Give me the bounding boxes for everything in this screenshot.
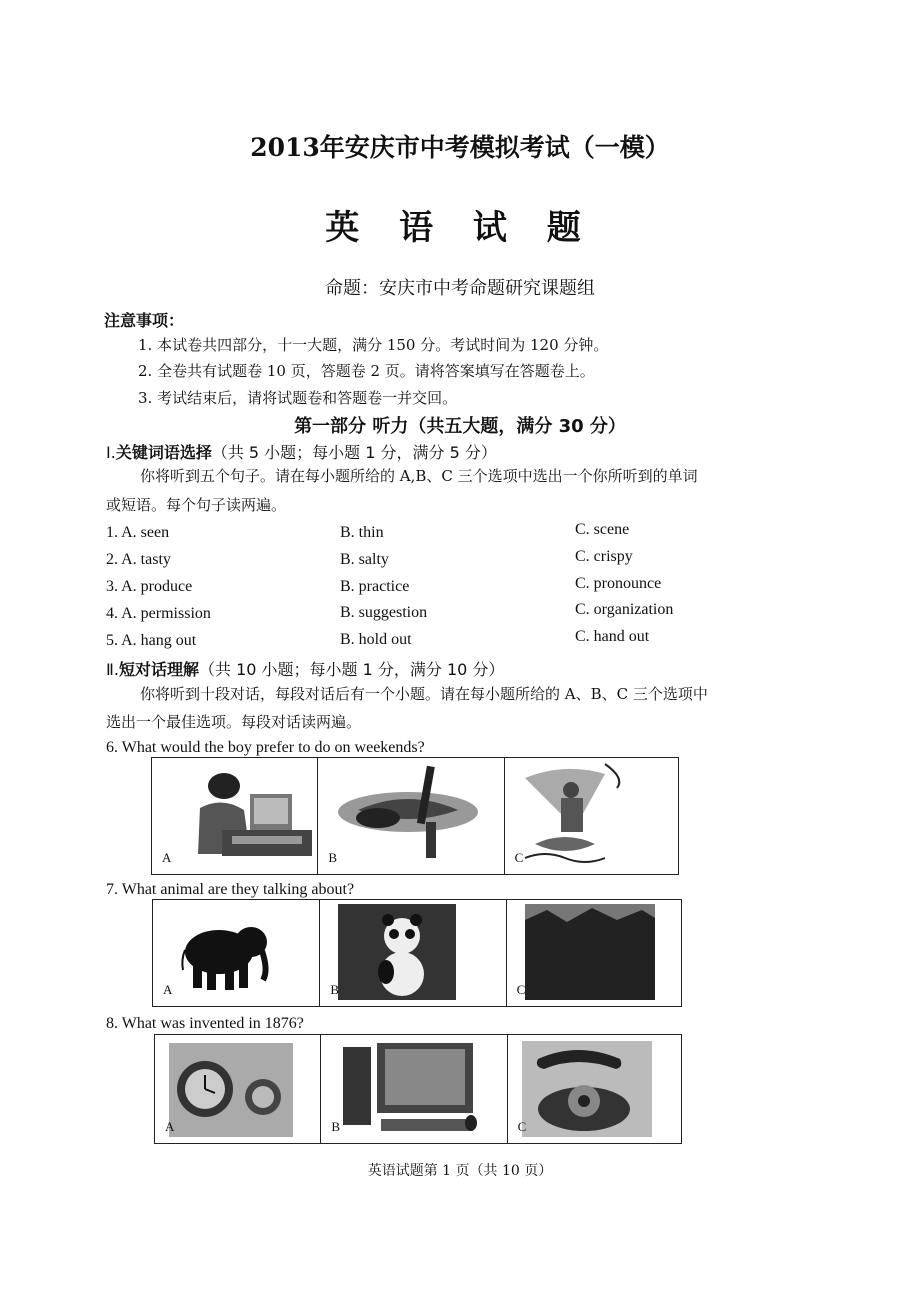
q8-picture-a[interactable]	[155, 1035, 321, 1143]
section2-title: 短对话理解	[118, 660, 199, 679]
notice-item-3: 3. 考试结束后，请将试题卷和答题卷一并交回。	[138, 389, 458, 407]
q6-picture-a[interactable]	[152, 758, 318, 874]
section1-numeral: Ⅰ.	[106, 443, 116, 462]
telephone-icon	[508, 1035, 681, 1143]
subject-title: 英 语 试 题	[325, 208, 595, 248]
q7-picture-c[interactable]	[507, 900, 681, 1006]
q5-option-c: C. hand out	[575, 628, 650, 645]
section1-instruction-2: 或短语。每个句子读两遍。	[106, 496, 287, 514]
q1-option-a: 1. A. seen	[106, 524, 170, 541]
question-8: 8. What was invented in 1876?	[106, 1015, 304, 1032]
q2-option-c: C. crispy	[575, 548, 633, 565]
notice-heading: 注意事项：	[104, 311, 185, 330]
q4-option-a: 4. A. permission	[106, 605, 211, 622]
section2-instruction-2: 选出一个最佳选项。每段对话读两遍。	[106, 713, 362, 731]
q7-pictures	[152, 899, 682, 1007]
computer-icon	[321, 1035, 507, 1143]
alarm-clock-icon	[155, 1035, 321, 1143]
section1-title: 关键词语选择	[115, 443, 212, 462]
exam-title: 2013年安庆市中考模拟考试（一模）	[250, 133, 670, 162]
q3-option-b: B. practice	[340, 578, 410, 595]
dark-scene-icon	[507, 900, 681, 1006]
q4-option-c: C. organization	[575, 601, 674, 618]
elephant-icon	[153, 900, 320, 1006]
section2-heading	[106, 657, 504, 680]
q6-label-c: C	[514, 850, 524, 865]
q5-option-a: 5. A. hang out	[106, 632, 197, 649]
q6-picture-b[interactable]	[318, 758, 504, 874]
section1-instruction-1: 你将听到五个句子。请在每小题所给的 A,B、C 三个选项中选出一个你所听到的单词	[140, 467, 698, 485]
q6-pictures	[151, 757, 679, 875]
q8-label-a: A	[165, 1119, 175, 1134]
fisherman-icon	[505, 758, 678, 874]
part1-title: 第一部分 听力（共五大题，满分 30 分）	[294, 416, 626, 437]
q6-label-b: B	[328, 850, 338, 865]
q3-option-c: C. pronounce	[575, 575, 662, 592]
q7-picture-a[interactable]	[153, 900, 320, 1006]
page-footer: 英语试题第 1 页（共 10 页）	[367, 1163, 553, 1179]
q6-picture-c[interactable]	[505, 758, 678, 874]
section2-numeral: Ⅱ.	[106, 660, 119, 679]
author-line: 命题：安庆市中考命题研究课题组	[325, 278, 595, 299]
section1-heading	[106, 440, 497, 463]
section1-meta: （共 5 小题；每小题 1 分，满分 5 分）	[211, 443, 497, 462]
section2-instruction-1: 你将听到十段对话，每段对话后有一个小题。请在每小题所给的 A、B、C 三个选项中	[140, 685, 708, 703]
q8-pictures	[154, 1034, 682, 1144]
notice-item-1: 1. 本试卷共四部分，十一大题，满分 150 分。考试时间为 120 分钟。	[138, 336, 609, 354]
q3-option-a: 3. A. produce	[106, 578, 193, 595]
question-6: 6. What would the boy prefer to do on weekends?	[106, 739, 425, 756]
q1-option-b: B. thin	[340, 524, 384, 541]
section2-meta: （共 10 小题；每小题 1 分，满分 10 分）	[198, 660, 505, 679]
q2-option-a: 2. A. tasty	[106, 551, 171, 568]
q5-option-b: B. hold out	[340, 631, 412, 648]
q7-label-b: B	[330, 982, 340, 997]
q7-label-a: A	[163, 982, 173, 997]
notice-item-2: 2. 全卷共有试题卷 10 页，答题卷 2 页。请将答案填写在答题卷上。	[138, 362, 595, 380]
girl-at-computer-icon	[152, 758, 318, 874]
q8-label-b: B	[331, 1119, 341, 1134]
q2-option-b: B. salty	[340, 551, 389, 568]
q1-option-c: C. scene	[575, 521, 630, 538]
q6-label-a: A	[162, 850, 172, 865]
q7-picture-b[interactable]	[320, 900, 506, 1006]
diving-swimmer-icon	[318, 758, 504, 874]
q8-picture-b[interactable]	[321, 1035, 507, 1143]
q4-option-b: B. suggestion	[340, 604, 428, 621]
q8-label-c: C	[517, 1119, 527, 1134]
question-7: 7. What animal are they talking about?	[106, 881, 355, 898]
q7-label-c: C	[516, 982, 526, 997]
q8-picture-c[interactable]	[508, 1035, 681, 1143]
panda-icon	[320, 900, 506, 1006]
